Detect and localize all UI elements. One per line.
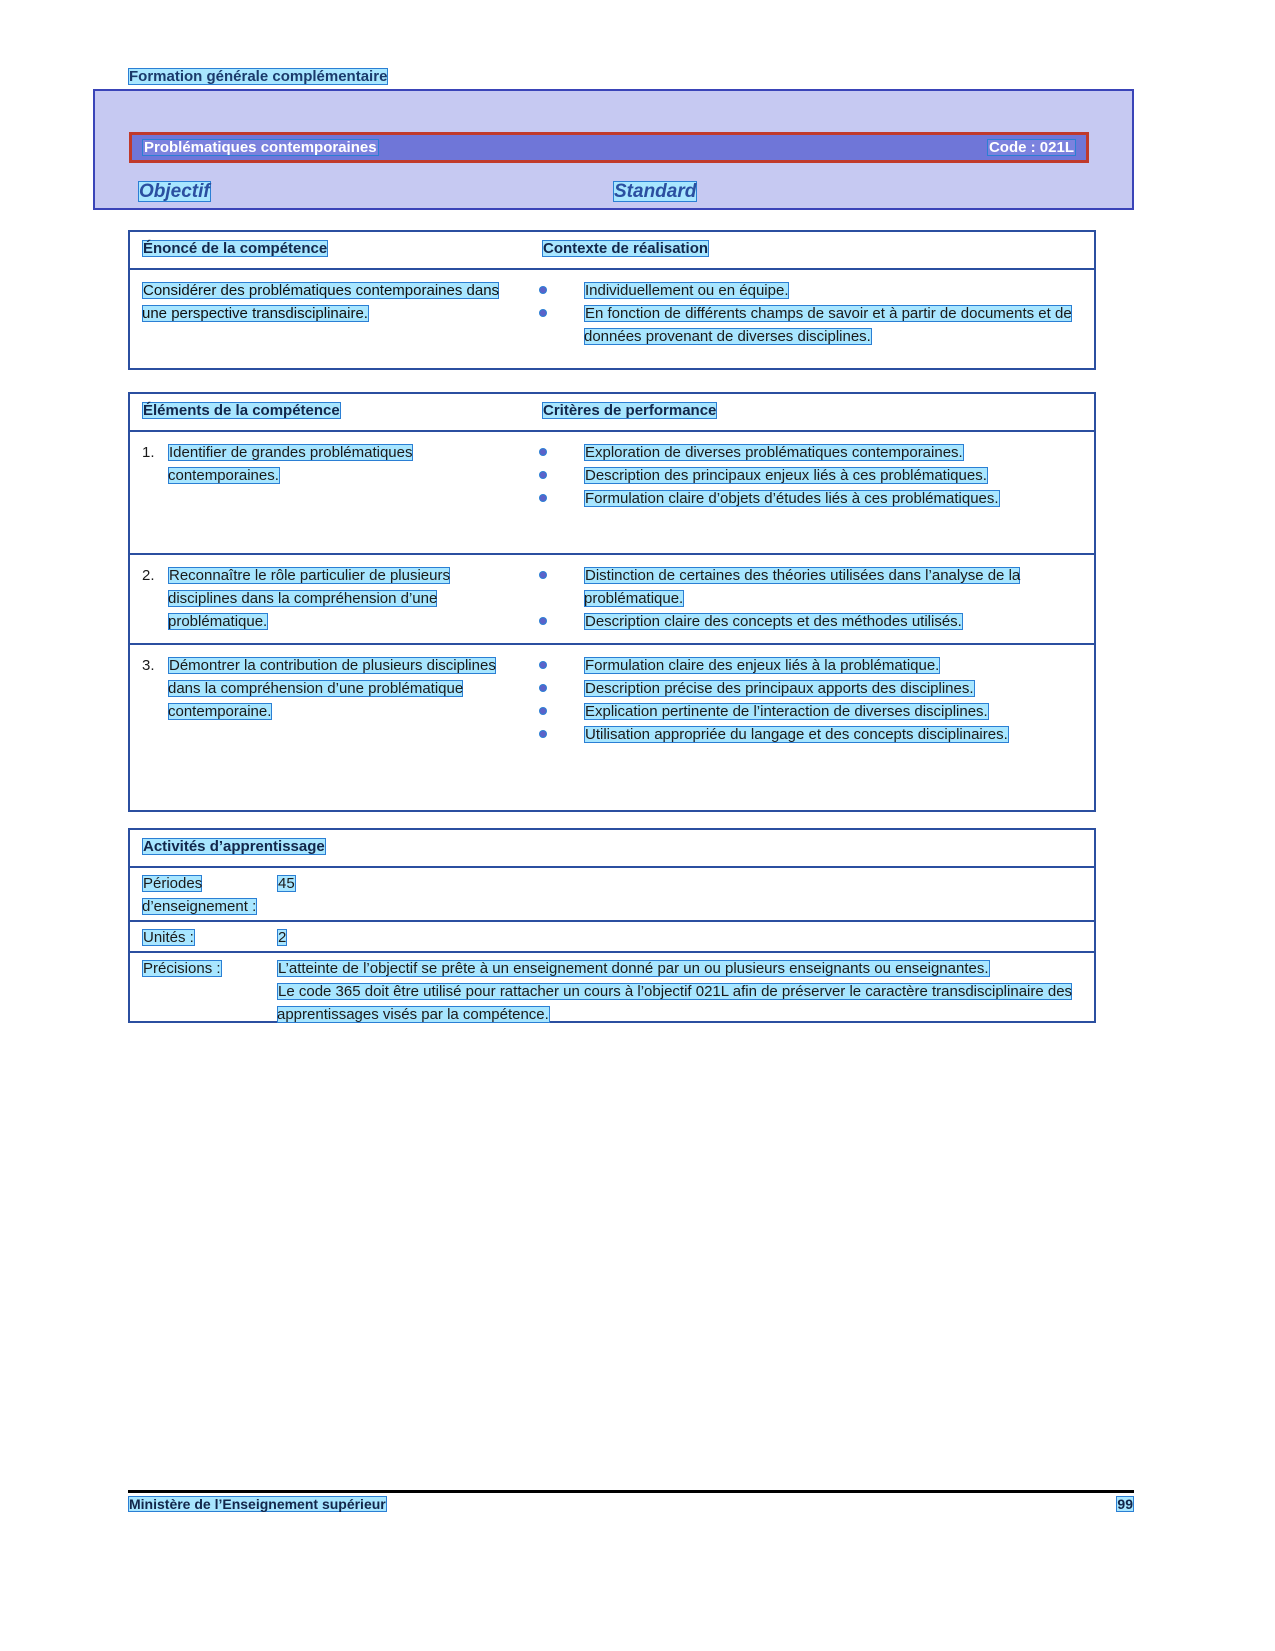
element-cell bbox=[130, 555, 530, 643]
element-number: 2. bbox=[142, 567, 155, 584]
element-cell bbox=[130, 432, 530, 553]
list-item bbox=[536, 700, 1084, 723]
precisions-text-1: L’atteinte de l’objectif se prête à un enseignement donné par un ou plusieurs enseignants ou enseignantes. bbox=[278, 960, 989, 977]
list-item bbox=[536, 677, 1084, 700]
bullet-icon bbox=[540, 618, 546, 624]
element-cell bbox=[130, 645, 530, 820]
running-head bbox=[128, 68, 388, 85]
elements-header: Éléments de la compétence bbox=[143, 402, 340, 419]
criteria-cell bbox=[530, 645, 1094, 820]
element-text: Identifier de grandes problématiques contemporaines. bbox=[168, 444, 413, 484]
competency-code bbox=[987, 139, 1076, 156]
criteria-list bbox=[536, 654, 1084, 746]
code-value: 021L bbox=[1039, 139, 1074, 156]
periods-line bbox=[130, 868, 1094, 922]
criterion-text: Exploration de diverses problématiques contemporaines. bbox=[585, 444, 963, 461]
title-banner bbox=[93, 89, 1134, 210]
list-item bbox=[536, 654, 1084, 677]
bullet-icon bbox=[540, 662, 546, 668]
table-row bbox=[130, 645, 1094, 820]
page-footer bbox=[128, 1496, 1134, 1512]
criteria-list bbox=[536, 441, 1084, 510]
list-item bbox=[536, 723, 1084, 746]
units-value: 2 bbox=[278, 929, 287, 946]
list-item bbox=[536, 279, 1084, 302]
list-item bbox=[536, 487, 1084, 510]
criteria-cell bbox=[530, 432, 1094, 553]
context-list bbox=[536, 279, 1084, 348]
activities-box bbox=[128, 828, 1096, 1023]
element-text: Reconnaître le rôle particulier de plusieurs disciplines dans la compréhension d’une problématique. bbox=[168, 567, 450, 630]
criterion-text: Formulation claire d’objets d’études liés à ces problématiques. bbox=[585, 490, 999, 507]
bullet-icon bbox=[540, 472, 546, 478]
competence-box-header bbox=[130, 232, 1094, 270]
bullet-icon bbox=[540, 708, 546, 714]
context-text: En fonction de différents champs de savoir et à partir de documents et de données provenant de diverses disciplines. bbox=[584, 305, 1072, 345]
competence-statement: Considérer des problématiques contemporaines dans une perspective transdisciplinaire. bbox=[142, 282, 500, 322]
periods-label: Périodes d’enseignement : bbox=[142, 875, 257, 915]
criterion-text: Utilisation appropriée du langage et des concepts disciplinaires. bbox=[585, 726, 1008, 743]
footer-page-number: 99 bbox=[1117, 1496, 1133, 1512]
criterion-text: Description précise des principaux apports des disciplines. bbox=[585, 680, 974, 697]
competency-title: Problématiques contemporaines bbox=[144, 139, 377, 156]
running-head-label: Formation générale complémentaire bbox=[129, 68, 388, 85]
criterion-text: Distinction de certaines des théories utilisées dans l’analyse de la problématique. bbox=[584, 567, 1021, 607]
competency-title-bar bbox=[129, 132, 1089, 163]
bullet-icon bbox=[540, 685, 546, 691]
bullet-icon bbox=[540, 572, 546, 578]
table-row bbox=[130, 432, 1094, 555]
precisions-text-2: Le code 365 doit être utilisé pour rattacher un cours à l’objectif 021L afin de préserver le caractère transdisciplinaire des apprentissages visés par la compétence. bbox=[277, 983, 1073, 1023]
criteria-list bbox=[536, 564, 1084, 633]
list-item bbox=[536, 610, 1084, 633]
list-item bbox=[536, 564, 1084, 610]
element-number: 1. bbox=[142, 444, 155, 461]
bullet-icon bbox=[540, 287, 546, 293]
competence-statement-cell bbox=[130, 270, 530, 370]
table-row bbox=[130, 555, 1094, 645]
units-label: Unités : bbox=[143, 929, 194, 946]
list-item bbox=[536, 302, 1084, 348]
activities-box-header bbox=[130, 830, 1094, 868]
list-item bbox=[536, 441, 1084, 464]
objectif-label: Objectif bbox=[139, 181, 210, 202]
precisions-line bbox=[130, 953, 1094, 1034]
criterion-text: Explication pertinente de l’interaction de diverses disciplines. bbox=[585, 703, 988, 720]
footer-ministry: Ministère de l’Enseignement supérieur bbox=[129, 1496, 386, 1512]
context-text: Individuellement ou en équipe. bbox=[585, 282, 789, 299]
contexte-header: Contexte de réalisation bbox=[543, 240, 709, 257]
bullet-icon bbox=[540, 731, 546, 737]
standard-label: Standard bbox=[614, 181, 697, 202]
criterion-text: Description des principaux enjeux liés à ces problématiques. bbox=[585, 467, 987, 484]
activities-header: Activités d’apprentissage bbox=[143, 838, 325, 855]
precisions-label: Précisions : bbox=[143, 960, 221, 977]
element-text: Démontrer la contribution de plusieurs disciplines dans la compréhension d’une problématique contemporaine. bbox=[168, 657, 496, 720]
bullet-icon bbox=[540, 449, 546, 455]
footer-divider bbox=[128, 1490, 1134, 1493]
elements-box bbox=[128, 392, 1096, 812]
criteres-header: Critères de performance bbox=[543, 402, 717, 419]
bullet-icon bbox=[540, 495, 546, 501]
enonce-header: Énoncé de la compétence bbox=[143, 240, 328, 257]
criteria-cell bbox=[530, 555, 1094, 643]
list-item bbox=[536, 464, 1084, 487]
code-label: Code : bbox=[988, 139, 1036, 156]
periods-value: 45 bbox=[278, 875, 295, 892]
units-line bbox=[130, 922, 1094, 953]
elements-box-header bbox=[130, 394, 1094, 432]
criterion-text: Description claire des concepts et des méthodes utilisés. bbox=[585, 613, 962, 630]
bullet-icon bbox=[540, 310, 546, 316]
competence-box bbox=[128, 230, 1096, 370]
criterion-text: Formulation claire des enjeux liés à la problématique. bbox=[585, 657, 940, 674]
element-number: 3. bbox=[142, 657, 155, 674]
competence-row bbox=[130, 270, 1094, 370]
competence-context-cell bbox=[530, 270, 1094, 370]
